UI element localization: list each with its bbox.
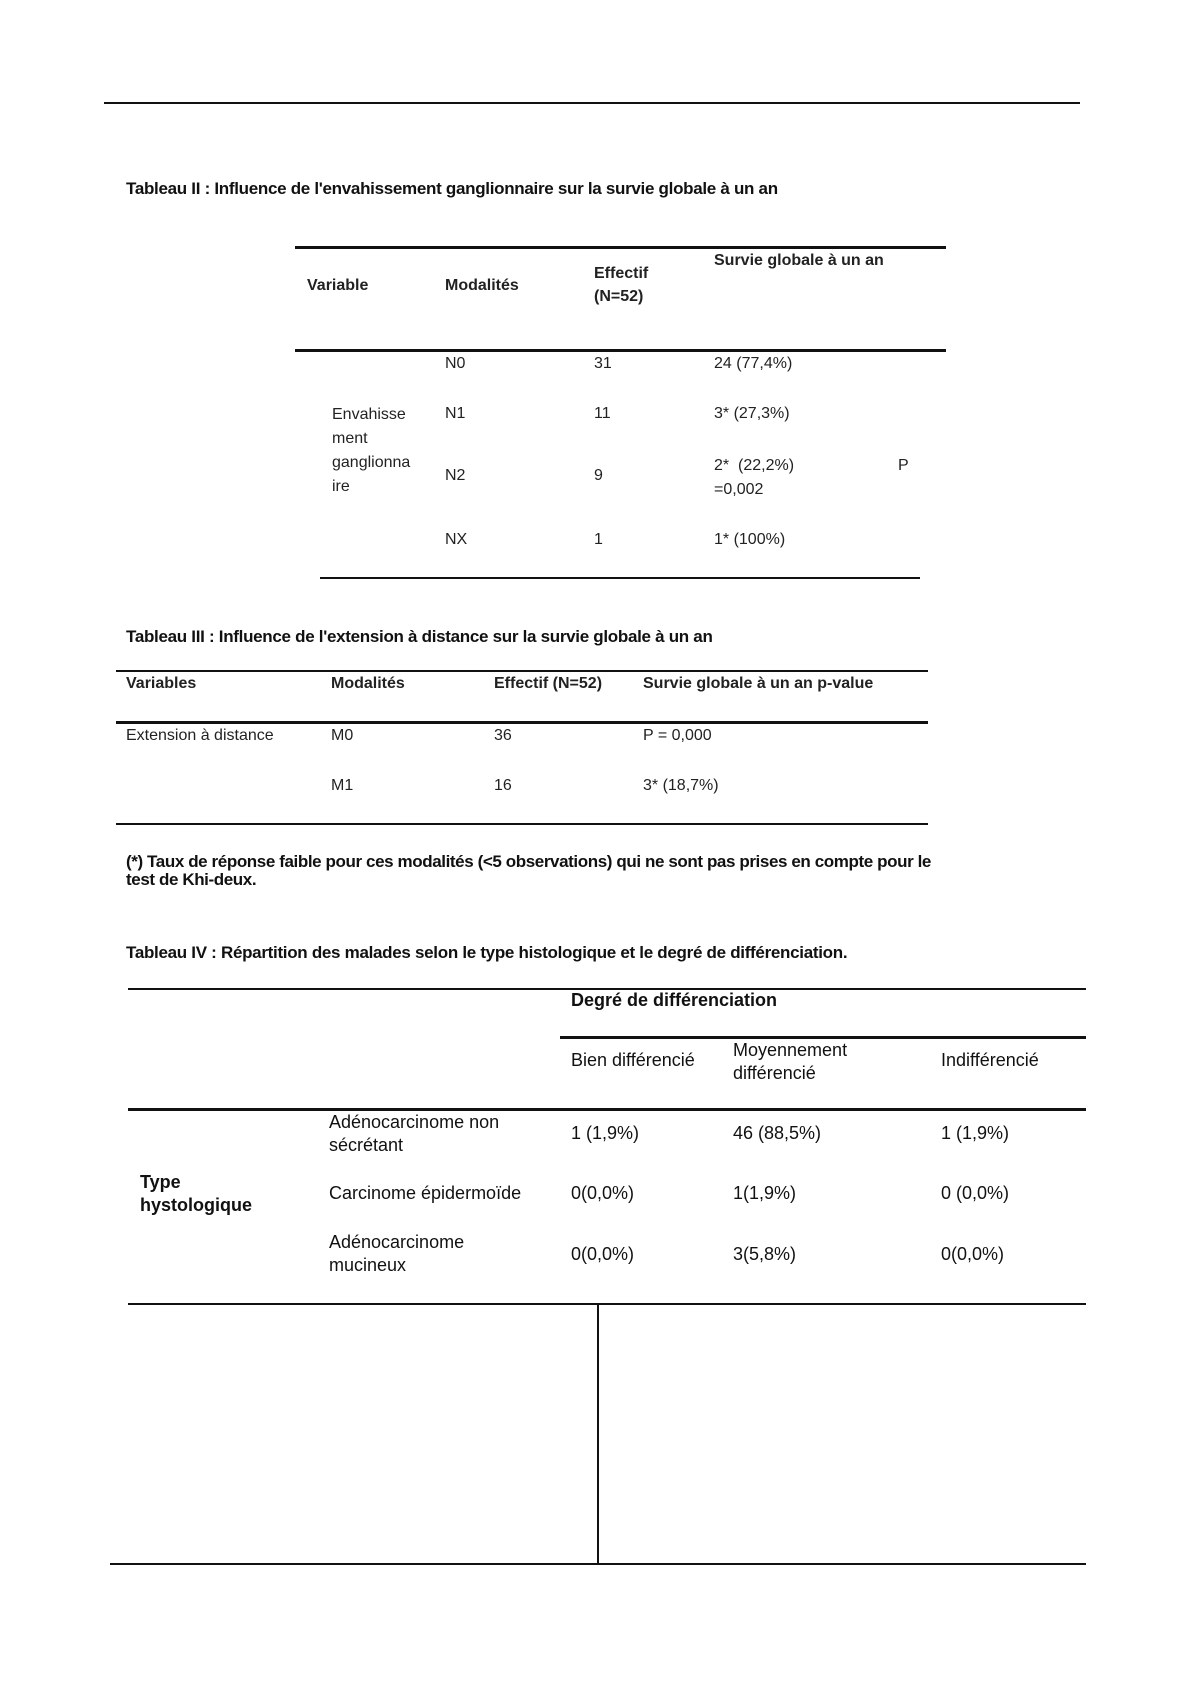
page-bottom-rule	[110, 1563, 1086, 1565]
table2-row-nx-survie: 1* (100%)	[714, 531, 786, 548]
table4-cell: 3(5,8%)	[733, 1244, 797, 1264]
table3-header-rule	[116, 721, 928, 724]
table4-col-header-indifferencie: Indifférencié	[941, 1050, 1039, 1070]
table2-variable-line: ganglionna	[332, 454, 411, 471]
table3-caption: Tableau III : Influence de l'extension à distance sur la survie globale à un an	[126, 627, 713, 646]
table4-row-label-line: mucineux	[329, 1255, 407, 1275]
table4-row-label-line: Adénocarcinome	[329, 1232, 465, 1252]
table2-variable-line: Envahisse	[332, 406, 406, 423]
table3-top-rule	[116, 670, 928, 672]
table3-row-m0-modalite: M0	[331, 727, 354, 744]
table3-header-survie: Survie globale à un an p-value	[643, 675, 874, 692]
table2-caption: Tableau II : Influence de l'envahissement ganglionnaire sur la survie globale à un an	[126, 179, 778, 198]
table2-p-value: =0,002	[714, 481, 764, 498]
table2-row-n1-survie: 3* (27,3%)	[714, 405, 790, 422]
table2-top-rule	[295, 246, 946, 249]
table3-row-m0-survie: P = 0,000	[643, 727, 712, 744]
table4-cell: 0(0,0%)	[571, 1244, 635, 1264]
table3-row-m1-modalite: M1	[331, 777, 354, 794]
table4-group-header: Degré de différenciation	[571, 990, 778, 1010]
table2-row-n2-survie: 2* (22,2%)	[714, 457, 795, 474]
table4-row-label: Carcinome épidermoïde	[329, 1183, 522, 1203]
table2-p-label: P	[898, 457, 909, 474]
table4-cell: 0(0,0%)	[941, 1244, 1005, 1264]
table4-cell: 1 (1,9%)	[941, 1123, 1010, 1143]
footnote-line: test de Khi-deux.	[126, 870, 257, 889]
blank-box-divider	[597, 1305, 599, 1563]
table2-row-nx-effectif: 1	[594, 531, 603, 548]
table2-row-n1-effectif: 11	[594, 405, 611, 422]
table2-header-variable: Variable	[307, 277, 369, 294]
table2-row-n2-modalite: N2	[445, 467, 466, 484]
footnote	[126, 853, 1086, 889]
table4-row-label-line: sécrétant	[329, 1135, 404, 1155]
table2-row-n1-modalite: N1	[445, 405, 466, 422]
table2-header-effectif: Effectif	[594, 265, 649, 282]
table2-row-n0-modalite: N0	[445, 355, 466, 372]
table3-header-variables: Variables	[126, 675, 197, 692]
table3-header-effectif: Effectif (N=52)	[494, 675, 603, 692]
table3-header-modalites: Modalités	[331, 675, 405, 692]
table2-row-n0-survie: 24 (77,4%)	[714, 355, 793, 372]
table4-cell: 1(1,9%)	[733, 1183, 797, 1203]
table3-bottom-rule	[116, 823, 928, 825]
table4-caption: Tableau IV : Répartition des malades selon le type histologique et le degré de différenciation.	[126, 943, 848, 962]
table4-header-rule	[128, 1108, 1086, 1111]
table2-variable-line: ire	[332, 478, 350, 495]
table2-bottom-rule	[320, 577, 920, 579]
table4-bottom-rule	[128, 1303, 1086, 1305]
table4-row-label	[329, 1231, 464, 1277]
table4-row-label	[329, 1111, 499, 1157]
table4-col-header-bien: Bien différencié	[571, 1050, 695, 1070]
table4-row-group-label	[140, 1171, 252, 1217]
table3-row-m1-effectif: 16	[494, 777, 512, 794]
footnote-line: (*) Taux de réponse faible pour ces modalités (<5 observations) qui ne sont pas prises en compte pour le	[126, 852, 931, 871]
table2-variable-line: ment	[332, 430, 368, 447]
table2-header-rule	[295, 349, 946, 352]
table3-row-m1-survie: 3* (18,7%)	[643, 777, 719, 794]
table3-row-m0-effectif: 36	[494, 727, 512, 744]
table2-row-nx-modalite: NX	[445, 531, 468, 548]
table3-variable-cell: Extension à distance	[126, 727, 274, 744]
table2-header-effectif-n: (N=52)	[594, 288, 644, 305]
table2-variable-cell	[332, 403, 410, 499]
table4-col-header-moyennement: Moyennement différencié	[733, 1040, 848, 1083]
table2-row-n2-effectif: 9	[594, 467, 603, 484]
page-top-rule	[104, 102, 1080, 104]
table2-row-n0-effectif: 31	[594, 355, 612, 372]
table4-cell: 0(0,0%)	[571, 1183, 635, 1203]
table4-cell: 1 (1,9%)	[571, 1123, 640, 1143]
table4-cell: 46 (88,5%)	[733, 1123, 822, 1143]
table2-header-survie: Survie globale à un an	[714, 252, 884, 269]
table4-row-group-line: Type	[140, 1172, 181, 1192]
table2-header-modalites: Modalités	[445, 277, 519, 294]
table4-row-label-line: Adénocarcinome non	[329, 1112, 500, 1132]
table4-cell: 0 (0,0%)	[941, 1183, 1010, 1203]
table4-row-group-line: hystologique	[140, 1195, 252, 1215]
